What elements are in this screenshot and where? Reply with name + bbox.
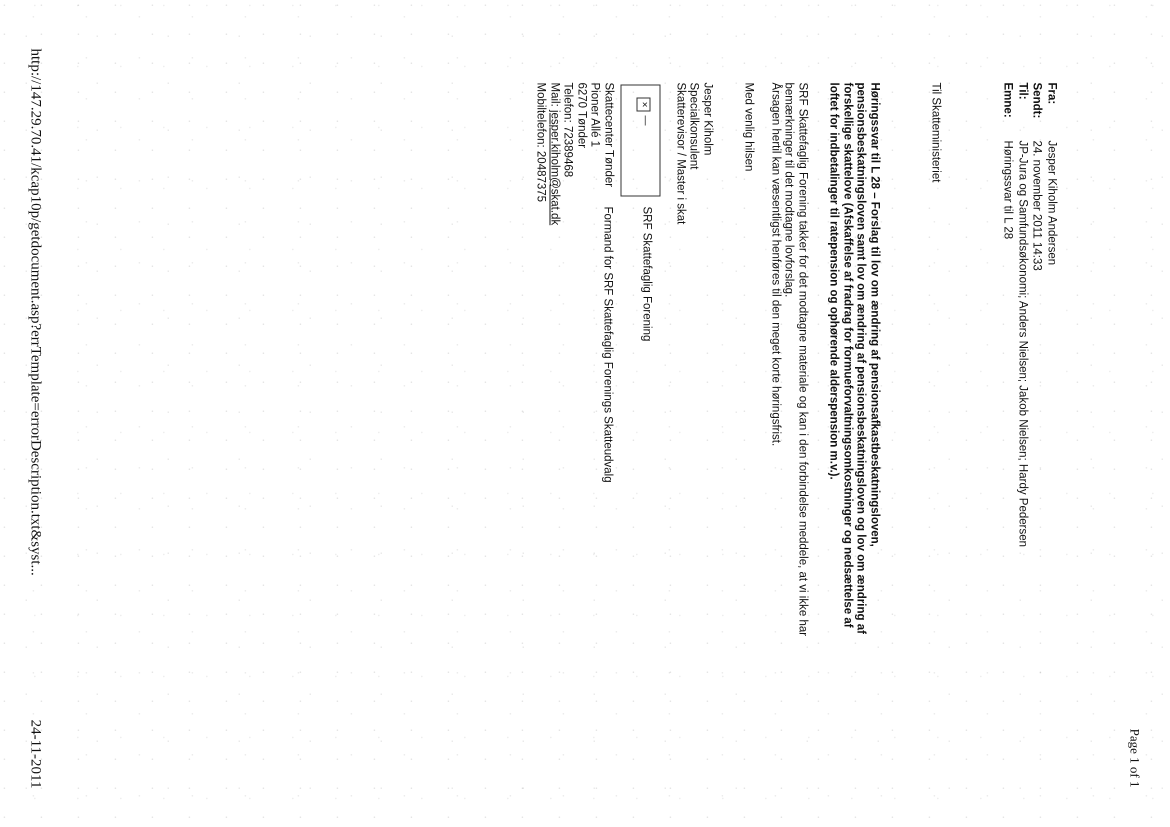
header-key: Emne: bbox=[1001, 82, 1014, 118]
header-key: Sendt: bbox=[1030, 82, 1043, 118]
subject-line: loftet for indbetalinger til ratepension og ophørende alderspension m.v.). bbox=[827, 82, 840, 480]
broken-image-placeholder bbox=[620, 84, 660, 196]
recipient-line: Til Skatteministeriet bbox=[929, 82, 941, 182]
intro-paragraph bbox=[768, 82, 809, 802]
header-row-sent bbox=[1029, 82, 1044, 547]
signature-block bbox=[673, 82, 714, 224]
intro-line: SRF Skattefaglig Forening takker for det modtagne materiale og kan i den forbindelse meddele, at vi ikke har bbox=[796, 82, 808, 636]
org-name: SRF Skattefaglig Forening bbox=[640, 206, 652, 341]
subject-line: Høringssvar til L 28 – Forslag til lov om ændring af pensionsafkastbeskatningsloven, bbox=[868, 82, 880, 547]
page-number: Page 1 of 1 bbox=[1127, 728, 1142, 787]
header-value: Jesper Kiholm Andersen bbox=[1045, 140, 1057, 265]
signature-subtitle: Skatterevisor / Master i skat bbox=[674, 82, 686, 224]
mail-label: Mail: bbox=[548, 82, 560, 110]
header-row-to bbox=[1015, 82, 1030, 547]
mobile-line: Mobiltelefon: 20487375 bbox=[534, 82, 547, 202]
footer-url: http://147.29.70.41/kcap10p/getdocument.asp?errTemplate=errorDescription.txt&syst... bbox=[27, 48, 43, 576]
mail-link[interactable]: jesper.kiholm@skat.dk bbox=[548, 109, 560, 225]
header-row-subject bbox=[1000, 82, 1015, 547]
header-value: 24. november 2011 14:33 bbox=[1030, 140, 1043, 271]
header-key: Fra: bbox=[1045, 82, 1057, 104]
print-footer bbox=[26, 48, 43, 788]
subject-line: forskellige skattelove (Afskaffelse af fradrag for formueforvaltningsomkostninger og nedsættelse af bbox=[841, 82, 853, 628]
signature-title: Specialkonsulent bbox=[687, 82, 700, 169]
header-key: Til: bbox=[1016, 82, 1028, 100]
subject-line: pensionsbeskatningsloven samt lov om ændring af pensionsbeskatningsloven og lov om ændring af bbox=[854, 82, 867, 634]
image-alt-dash: — bbox=[639, 115, 650, 125]
intro-line: Årsagen hertil kan væsentligst henføres til den meget korte høringsfrist. bbox=[769, 82, 781, 446]
signature-name: Jesper Kiholm bbox=[701, 82, 713, 155]
intro-line: bemærkninger til det modtagne lovforslag. bbox=[782, 82, 795, 297]
address-line: Skattecenter Tønder bbox=[602, 82, 614, 187]
phone-line: Telefon: 72389468 bbox=[561, 82, 574, 177]
footer-date: 24-11-2011 bbox=[27, 719, 43, 788]
mail-line bbox=[547, 82, 561, 225]
broken-image-icon: × bbox=[636, 97, 650, 111]
chair-line: Formand for SRF Skattefaglig Forenings Skatteudvalg bbox=[601, 206, 613, 483]
closing-greeting: Med venlig hilsen bbox=[742, 82, 754, 171]
address-block bbox=[533, 82, 614, 225]
header-value: JP-Jura og Samfundsøkonomi; Anders Nielsen; Jakob Nielsen; Hardy Pedersen bbox=[1016, 140, 1028, 547]
header-value: Høringssvar til L 28 bbox=[1001, 140, 1014, 239]
subject-heading bbox=[826, 82, 880, 782]
header-row-from bbox=[1044, 82, 1059, 547]
email-header bbox=[1000, 82, 1058, 547]
address-line: 6270 Tønder bbox=[575, 82, 587, 148]
address-line: Pioner Allé 1 bbox=[588, 82, 601, 147]
